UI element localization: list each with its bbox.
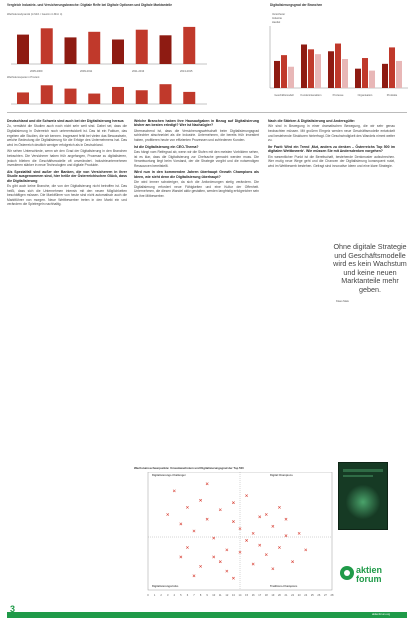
x-tick-label: 16: [251, 594, 255, 597]
period-label: 2011-2013: [132, 70, 145, 73]
rate-bar: [41, 85, 53, 104]
x-tick-label: 6: [186, 594, 189, 597]
quadrant-label-champions: Digital Champions: [270, 474, 293, 477]
x-tick-label: 23: [297, 594, 301, 597]
x-tick-label: 12: [225, 594, 229, 597]
aktienforum-logo: [340, 566, 404, 606]
scatter-caption: Wachstumsschwerpunkte: Umsatzwachstum und Digitalisierungsgrad der Top 500: [134, 466, 244, 470]
brand-url: aktienforum.org: [372, 613, 391, 616]
growth-bar: [160, 35, 172, 64]
branch-bar: [281, 55, 287, 88]
x-tick-label: 25: [310, 594, 314, 597]
x-tick-label: 7: [193, 594, 195, 597]
branch-bar: [274, 61, 280, 88]
x-tick-label: 19: [271, 594, 275, 597]
legend-handel: Handel: [272, 21, 281, 24]
branch-bar: [382, 64, 388, 88]
branch-bar: [369, 71, 375, 88]
legend-industrie: Industrie: [272, 17, 282, 20]
x-tick-label: 1: [153, 594, 156, 597]
x-tick-label: 0: [147, 594, 149, 597]
growth-bar: [17, 35, 29, 64]
growth-bar: [183, 27, 195, 64]
scatter-chart: [134, 472, 334, 600]
branch-bar-chart: [268, 26, 410, 92]
branch-category: Prozesse: [332, 94, 344, 97]
section-heading: Deutschland und die Schweiz sind auch bei der Digitalisierung heraus: [7, 119, 124, 123]
x-tick-label: 9: [206, 594, 208, 597]
x-tick-label: 17: [258, 594, 262, 597]
x-tick-label: 15: [245, 594, 249, 597]
branch-category: Organisation: [357, 94, 373, 97]
x-tick-label: 11: [218, 594, 222, 597]
top-right-caption: Digitalisierungsgrad der Branchen: [270, 3, 323, 7]
x-tick-label: 22: [291, 594, 295, 597]
period-label: 2013-2015: [180, 70, 193, 73]
legend-versicherer: Versicherer: [272, 13, 286, 16]
branch-bar: [342, 59, 348, 88]
section-heading: Als Spezialfall sind außer der Banken, die von Versicherern in ihrer Studie ausgenommen sind, hier heiße der Österreichischen Glück, dass die Digitalisierung: [7, 169, 127, 183]
rate-bar: [160, 84, 172, 104]
branch-category: Geschäftsmodell: [274, 94, 294, 97]
growth-bar: [88, 32, 100, 64]
x-tick-label: 27: [323, 594, 327, 597]
paragraph: Das hängt vom Reifegrad ab, wenn wir die Stufen mit den meisten Vorbildern sehen, ist es klar, dass die Digitalisierung zur Chefsache gemacht werden muss. Die Verantwortung liegt beim Vorstand, der die Strategie vorgibt und die notwendigen Ressourcen bereitstellt.: [134, 150, 259, 168]
rate-bar: [112, 87, 124, 104]
quadrant-label-challenger: Digitalisierungs-Challenger: [152, 474, 186, 477]
rate-bar: [183, 92, 195, 104]
section-heading: Wird nun in den kommenden Jahren überhaupt Growth Champions als Ideen, wie sieht denn die Digitalisierung überhaupt?: [134, 170, 259, 179]
branch-bar: [315, 54, 321, 88]
growth-bar: [65, 37, 77, 64]
page-number: 3: [10, 604, 16, 614]
section-heading: Welche Branchen haben ihre Hausaufgaben in Bezug auf Digitalisierung bisher am besten erledigt? Wer ist Nachzügler?: [134, 119, 259, 128]
x-tick-label: 3: [166, 594, 169, 597]
branch-category: Kundeninteraktion: [300, 94, 322, 97]
rate-bar-chart: [7, 80, 217, 108]
branch-bar: [328, 51, 334, 88]
branch-bar: [362, 58, 368, 88]
branch-bar: [308, 49, 314, 88]
report-cover-image: [338, 462, 388, 530]
branch-bar: [288, 67, 294, 88]
branch-bar: [335, 44, 341, 88]
x-tick-label: 21: [284, 594, 288, 597]
branch-bar: [355, 69, 361, 88]
section-heading: Nach die Stärken & Digitalisierung und Andersgülte:: [268, 119, 355, 123]
x-tick-label: 20: [277, 594, 281, 597]
brand-name-top: aktien: [356, 565, 383, 575]
x-tick-label: 8: [199, 594, 202, 597]
x-tick-label: 2: [160, 594, 162, 597]
rate-bar: [88, 94, 100, 104]
x-tick-label: 4: [173, 594, 176, 597]
pull-quote: Ohne digitale Strategie und Geschäftsmodelle wird es kein Wachstum und keine neuen Marktanteile mehr geben.: [333, 242, 407, 294]
x-tick-label: 28: [330, 594, 334, 597]
rate-bar: [17, 92, 29, 104]
branch-bar: [396, 61, 402, 88]
branch-category: Produkte: [386, 94, 398, 97]
x-tick-label: 26: [317, 594, 321, 597]
section-heading: Ihr Fazit: Wird ein Trend ‚Mut, anders zu denken – Österreichs Top 500 im digitalen Wettbewerb‘. Wie müssen Sie mit Andersdenken vorgehen?: [268, 144, 395, 154]
x-tick-label: 5: [180, 594, 182, 597]
top-left-caption: Vergleich Industrie- und Versicherungsbranche: Digitale Reife bei Digitale Optionen und Digitale Marktanteile: [7, 3, 173, 7]
paragraph: Die wird immer schwieriger, da sich die Anforderungen stetig verändern. Die Digitalisierung erfordert neue Fähigkeiten und eine Kultur der Offenheit. Unternehmen, die diesen Wandel aktiv gestalten, werden langfristig erfolgreicher sein als ihre Mitbewerber.: [134, 180, 259, 198]
top-divider: [7, 112, 407, 113]
rate-bar: [136, 90, 148, 104]
article-column-1: [7, 117, 127, 597]
quote-author: Klaus Mats: [336, 300, 349, 303]
paragraph: Wir sind in Bewegung in einer dramatischen Bewegung, die wir sehr genau beobachten müssen. Mit großem Ehrgeiz werden neue Geschäftsmodelle entwickelt und bestehende Strukturen hinterfragt. Die Geschwindigkeit des Wandels nimmt weiter zu.: [268, 124, 395, 143]
quadrant-label-tradition: Traditions-Champions: [270, 585, 298, 588]
x-tick-label: 10: [212, 594, 216, 597]
paragraph: Zu, verstärkt die Studien auch noch nicht sehr weit sind. Dabei sei, dass die Digitalisierung in Österreich noch unterentwickelt ist. Das ist ein Faktum, das ergeben alle Studien, die wir kennen. Insgesamt fehlt bei vielen das Bewusstsein, welche Bedeutung die Digitalisierung für die Erfolge des Unternehmens hat. Das wird im Österreich deutlich weniger erfolgreich als in Deutschland.: [7, 124, 127, 147]
top-left-subcaption-1: Wachstumsdynamik (in Mrd. / Gewinn in Mrd. ¤): [7, 13, 63, 16]
quadrant-label-risk: Digitalisierungsrisiko: [152, 585, 179, 588]
paragraph: Ein wesentlicher Punkt ist die Bereitschaft, bestehende Denkmuster aufzubrechen. Wer mutig neue Wege geht und die Chancen der Digitalisierung konsequent nutzt, wird im Wettbewerb bestehen. Gefragt sind innovative Ideen und eine klare Strategie.: [268, 154, 395, 168]
branch-bar: [389, 47, 395, 88]
section-heading: Ist die Digitalisierung ein CEO-Thema?: [134, 144, 199, 149]
period-label: 2005-2009: [30, 70, 43, 73]
top-left-subcaption-2: Wachstumsquote in Prozent: [7, 76, 40, 79]
paragraph: Es gibt auch keine Branche, die von der Digitalisierung nicht betroffen ist. Das heißt, dass sich die Unternehmen intensiv mit den neuen Möglichkeiten beschäftigen müssen. Die Marktführer von heute sind nicht automatisch auch die Marktführer von morgen. Neue Wettbewerber treten in den Markt ein und verändern die Spielregeln nachhaltig.: [7, 183, 127, 207]
paragraph: Wir sehen Unterschiede, wenn wir den Grad der Digitalisierung in den Branchen betrachten. Die Versicherer haben früh angefangen, Prozesse zu digitalisieren, jedoch blieben die Geschäftsmodelle oft unverändert. Industrieunternehmen investieren stärker in neue Technologien und digitale Produkte.: [7, 149, 127, 168]
article-column-2: [134, 117, 259, 462]
growth-bar: [136, 30, 148, 64]
paragraph: Überraschend ist, dass die Versicherungswirtschaft beim Digitalisierungsgrad schlechter abschneidet als die Industrie. Unternehmen, die bereits früh investiert haben, profitieren heute von effizienten Prozessen und zufriedenen Kunden.: [134, 128, 259, 142]
period-label: 2009-2011: [80, 70, 93, 73]
x-tick-label: 13: [231, 594, 235, 597]
rate-bar: [65, 89, 77, 104]
growth-bar: [41, 28, 53, 64]
footer-green-bar: [7, 612, 407, 618]
growth-bar-chart: [7, 18, 217, 68]
brand-name-bottom: forum: [356, 574, 382, 584]
growth-bar: [112, 40, 124, 65]
branch-bar: [301, 45, 307, 89]
x-tick-label: 14: [238, 594, 242, 597]
x-tick-label: 18: [264, 594, 268, 597]
x-tick-label: 24: [304, 594, 308, 597]
